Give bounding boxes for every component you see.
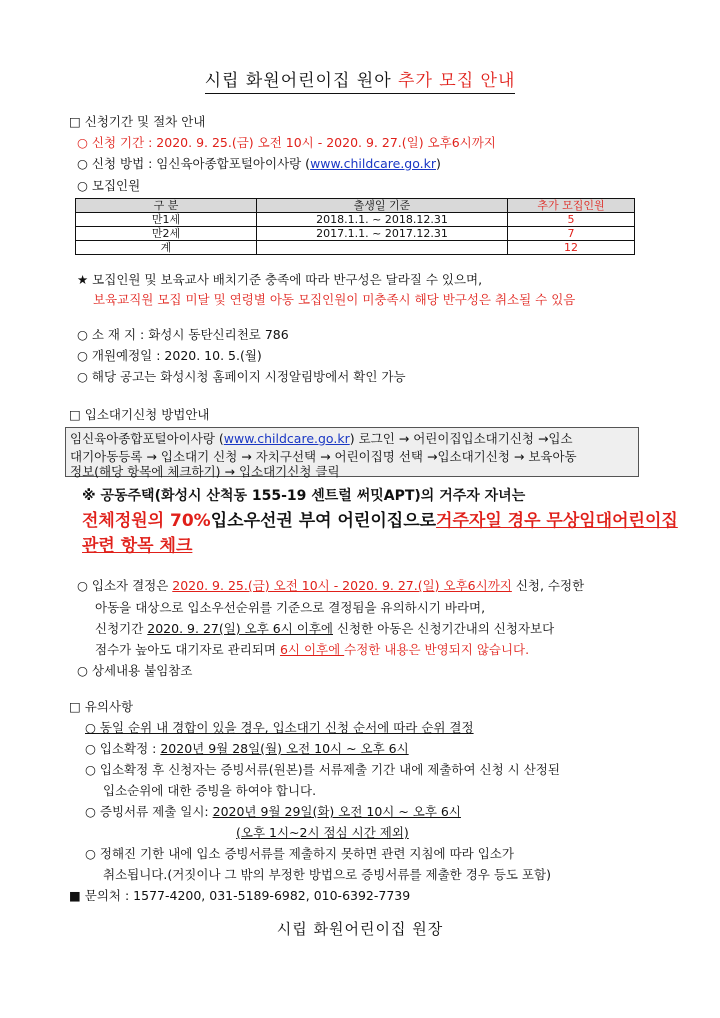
signature: 시립 화원어린이집 원장: [276, 920, 444, 938]
decision-text: 신청한 아동은 신청기간내의 신청자보다: [333, 621, 555, 636]
note-item-3: ○ 입소확정 후 신청자는 증빙서류(원본)를 서류제출 기간 내에 제출하여 신청 시 산정된: [85, 762, 560, 777]
table-row: [76, 213, 635, 227]
row-count: 7: [508, 227, 635, 241]
title-highlight: 추가 모집 안내: [398, 71, 516, 91]
priority-grant: 입소우선권 부여 어린이집으로: [210, 511, 437, 531]
note-item-5: ○ 정해진 기한 내에 입소 증빙서류를 제출하지 못하면 관련 지침에 따라 입소가: [85, 846, 514, 861]
table-row: [76, 227, 635, 241]
contact-info: ■ 문의처 : 1577-4200, 031-5189-6982, 010-6392-7739: [69, 888, 411, 903]
application-period: ○ 신청 기간 : 2020. 9. 25.(금) 오전 10시 - 2020. 9. 27.(일) 오후6시까지: [77, 135, 496, 150]
row-count: 12: [508, 241, 635, 255]
decision-line-3: [95, 619, 554, 637]
notice-info: ○ 해당 공고는 화성시청 홈페이지 시정알림방에서 확인 가능: [77, 369, 406, 384]
decision-line-1: [77, 576, 584, 594]
procedure-text: 임신육아종합포털아이사랑 (: [70, 431, 224, 446]
procedure-box: [65, 427, 639, 477]
decision-text: 신청기간: [95, 621, 148, 636]
procedure-line-1: [70, 430, 634, 448]
row-category: 계: [76, 241, 257, 255]
section-heading-notes: □ 유의사항: [69, 699, 134, 714]
decision-text: ○ 입소자 결정은: [77, 578, 173, 593]
decision-deadline: 2020. 9. 27(일) 오후 6시 이후에: [147, 621, 333, 636]
method-suffix: ): [436, 156, 441, 171]
application-method: [77, 154, 441, 172]
table-row: [76, 241, 635, 255]
decision-not-applied: 수정한 내용은 반영되지 않습니다.: [344, 642, 530, 657]
priority-capacity: 전체정원의 70%: [82, 511, 211, 531]
header-count: 추가 모집인원: [508, 199, 635, 213]
table-header-row: [76, 199, 635, 213]
priority-resident: 거주자일 경우 무상임대어린이집: [436, 511, 678, 531]
page-title: [0, 66, 720, 94]
section-heading-waitlist: □ 입소대기신청 방법안내: [69, 407, 210, 422]
decision-line-2: 아동을 대상으로 입소우선순위를 기준으로 결정됨을 유의하시기 바라며,: [95, 600, 486, 615]
method-prefix: ○ 신청 방법 : 임신육아종합포털아이사랑 (: [77, 156, 311, 171]
priority-line-1: ※ 공동주택(화성시 산척동 155-19 센트럴 써밋APT)의 거주자 자녀는: [82, 488, 526, 504]
note-text: ○ 증빙서류 제출 일시:: [85, 804, 213, 819]
note-item-2: [85, 739, 409, 757]
procedure-line-3: 정보(해당 항목에 체크하기) → 입소대기신청 클릭: [70, 464, 340, 479]
childcare-link[interactable]: www.childcare.go.kr: [223, 431, 350, 446]
section-heading-application: □ 신청기간 및 절차 안내: [69, 114, 206, 129]
note-text: ○ 입소확정 :: [85, 741, 161, 756]
address: ○ 소 재 지 : 화성시 동탄신리천로 786: [77, 327, 289, 342]
row-birth: 2018.1.1. ~ 2018.12.31: [257, 213, 508, 227]
recruit-table: [75, 198, 635, 255]
row-category: 만2세: [76, 227, 257, 241]
header-birth: 출생일 기준: [257, 199, 508, 213]
priority-line-2: [82, 506, 678, 531]
childcare-link[interactable]: www.childcare.go.kr: [310, 156, 437, 171]
confirm-period: 2020년 9월 28일(월) 오전 10시 ~ 오후 6시: [160, 741, 409, 756]
open-date: ○ 개원예정일 : 2020. 10. 5.(월): [77, 348, 262, 363]
note-line-1: ★ 모집인원 및 보육교사 배치기준 충족에 따라 반구성은 달라질 수 있으며,: [77, 272, 483, 287]
decision-line-4: [95, 640, 529, 658]
lunch-exclusion: (오후 1시~2시 점심 시간 제외): [236, 825, 409, 840]
note-item-5-cont: 취소됩니다.(거짓이나 그 밖의 부정한 방법으로 증빙서류를 제출한 경우 등도 포함): [103, 867, 551, 882]
procedure-text: ) 로그인 → 어린이집입소대기신청 →입소: [349, 431, 573, 446]
recruit-label: ○ 모집인원: [77, 178, 141, 193]
decision-after-six: 6시 이후에: [279, 642, 345, 657]
note-item-1: ○ 동일 순위 내 경합이 있을 경우, 입소대기 신청 순서에 따라 순위 결정: [85, 720, 474, 735]
priority-line-3: 관련 항목 체크: [82, 536, 193, 556]
procedure-line-2: 대기아동등록 → 입소대기 신청 → 자치구선택 → 어린이집명 선택 →입소대기신청 → 보육아동: [70, 449, 577, 464]
decision-text: 신청, 수정한: [511, 578, 585, 593]
title-main: 시립 화원어린이집 원아: [204, 71, 392, 91]
decision-text: 점수가 높아도 대기자로 관리되며: [95, 642, 280, 657]
note-item-3-cont: 입소순위에 대한 증빙을 하여야 합니다.: [103, 783, 317, 798]
document-period: 2020년 9월 29일(화) 오전 10시 ~ 오후 6시: [212, 804, 461, 819]
row-birth: 2017.1.1. ~ 2017.12.31: [257, 227, 508, 241]
row-category: 만1세: [76, 213, 257, 227]
header-category: 구 분: [76, 199, 257, 213]
row-count: 5: [508, 213, 635, 227]
details-reference: ○ 상세내용 붙임참조: [77, 663, 193, 678]
note-item-4: [85, 802, 461, 820]
note-line-2: 보육교직원 모집 미달 및 연령별 아동 모집인원이 미충족시 해당 반구성은 취소될 수 있음: [93, 292, 576, 307]
decision-period: 2020. 9. 25.(금) 오전 10시 - 2020. 9. 27.(일) 오후6시까지: [172, 578, 512, 593]
row-birth: [257, 241, 508, 255]
